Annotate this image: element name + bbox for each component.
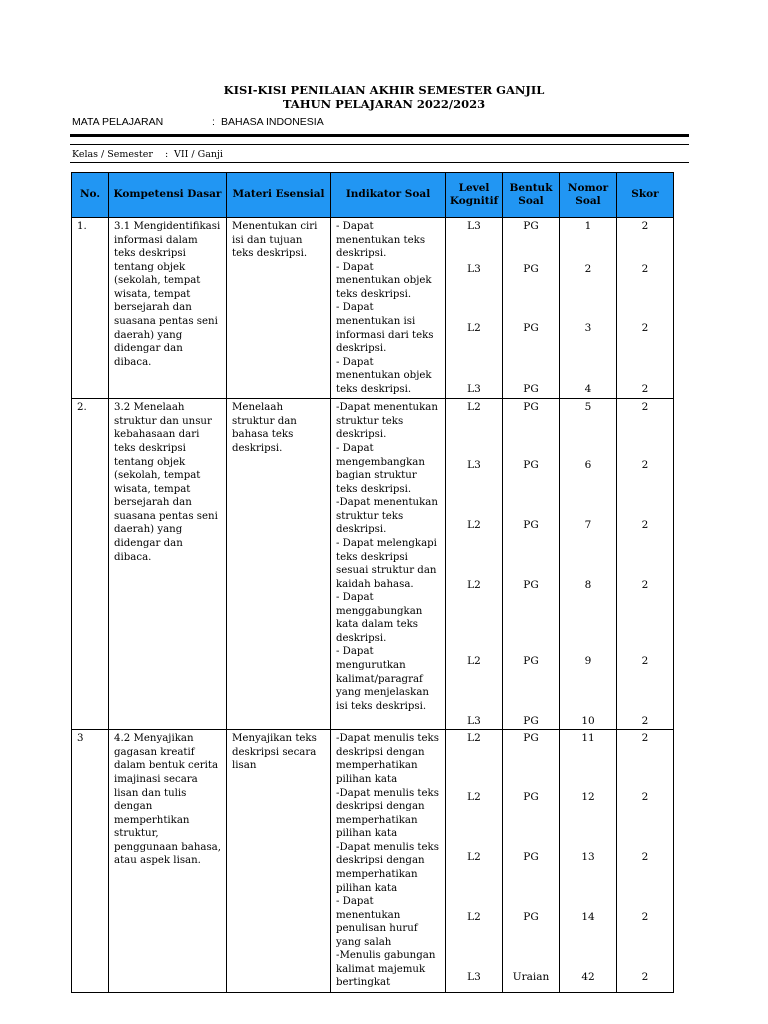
bentuk-value: PG [523, 263, 539, 275]
cell-nomor [560, 399, 617, 730]
column-header-level-kognitif: Level Kognitif [446, 173, 503, 218]
cell-indikator-soal [331, 399, 446, 730]
indikator-item: -Dapat menulis teks deskripsi dengan memperhatikan pilihan kata [336, 841, 439, 894]
level-value: L3 [467, 459, 481, 472]
skor-value: 2 [641, 263, 649, 275]
table-row [72, 730, 674, 993]
nomor-value: 12 [581, 791, 595, 804]
indikator-item: - Dapat menentukan isi informasi dari teks deskripsi. [336, 302, 434, 355]
level-value: L2 [467, 655, 481, 668]
bentuk-value: PG [523, 459, 539, 472]
level-value: L3 [467, 263, 481, 275]
nomor-value: 42 [581, 971, 595, 984]
cell-indikator-soal [331, 218, 446, 399]
level-value: L3 [467, 971, 481, 984]
skor-value: 2 [641, 971, 649, 984]
nomor-value: 6 [584, 459, 592, 472]
level-value: L2 [467, 579, 481, 592]
bentuk-value: Uraian [512, 971, 550, 984]
skor-value: 2 [641, 732, 649, 745]
cell-no: 1. [72, 218, 109, 399]
skor-value: 2 [641, 519, 649, 532]
skor-value: 2 [641, 655, 649, 668]
nomor-stack [560, 730, 616, 984]
class-label: Kelas / Semester [72, 149, 153, 160]
skor-value: 2 [641, 322, 649, 334]
level-value: L2 [467, 401, 481, 414]
table-header-row [72, 173, 674, 218]
cell-kompetensi-dasar: 3.1 Mengidentifikasi informasi dalam teks deskripsi tentang objek (sekolah, tempat wisata, tempat bersejarah dan suasana pentas seni daerah) yang didengar dan dibaca. [109, 218, 227, 399]
indikator-item: -Dapat menentukan struktur teks deskripsi. [336, 402, 438, 441]
skor-stack [617, 730, 673, 984]
cell-materi-esensial: Menentukan ciri isi dan tujuan teks deskripsi. [227, 218, 331, 399]
cell-materi-esensial: Menelaah struktur dan bahasa teks deskripsi. [227, 399, 331, 730]
bentuk-stack [503, 218, 559, 397]
nomor-stack [560, 218, 616, 397]
nomor-value: 4 [584, 383, 592, 395]
nomor-value: 1 [584, 220, 592, 232]
nomor-value: 7 [584, 519, 592, 532]
column-header-nomor-soal: Nomor Soal [560, 173, 617, 218]
cell-no: 3 [72, 730, 109, 993]
bentuk-stack [503, 730, 559, 984]
cell-skor [617, 399, 674, 730]
level-value: L2 [467, 322, 481, 334]
bentuk-value: PG [523, 911, 539, 924]
level-stack [446, 730, 502, 984]
indikator-item: - Dapat melengkapi teks deskripsi sesuai struktur dan kaidah bahasa. [336, 537, 437, 590]
nomor-value: 2 [584, 263, 592, 275]
level-stack [446, 218, 502, 397]
bentuk-value: PG [523, 791, 539, 804]
kisi-kisi-table [71, 172, 674, 993]
subject-separator: : [212, 116, 215, 128]
level-value: L3 [467, 220, 481, 232]
table-row [72, 399, 674, 730]
level-value: L2 [467, 519, 481, 532]
nomor-value: 10 [581, 715, 595, 728]
nomor-value: 11 [581, 732, 595, 745]
cell-skor [617, 730, 674, 993]
skor-value: 2 [641, 851, 649, 864]
bentuk-value: PG [523, 401, 539, 414]
level-value: L3 [467, 383, 481, 395]
nomor-stack [560, 399, 616, 729]
nomor-value: 9 [584, 655, 592, 668]
bentuk-value: PG [523, 715, 539, 728]
column-header-materi-esensial: Materi Esensial [227, 173, 331, 218]
skor-value: 2 [641, 715, 649, 728]
skor-value: 2 [641, 220, 649, 232]
cell-materi-esensial: Menyajikan teks deskripsi secara lisan [227, 730, 331, 993]
indikator-item: -Dapat menulis teks deskripsi dengan memperhatikan pilihan kata [336, 733, 439, 785]
table-row [72, 218, 674, 399]
subject-value: BAHASA INDONESIA [221, 116, 324, 128]
subject-label: MATA PELAJARAN [72, 116, 164, 128]
bentuk-value: PG [523, 655, 539, 668]
class-separator: : [165, 149, 169, 160]
indikator-item: - Dapat menggabungkan kata dalam teks deskripsi. [336, 592, 423, 644]
skor-stack [617, 218, 673, 397]
cell-kompetensi-dasar: 3.2 Menelaah struktur dan unsur kebahasaan dari teks deskripsi tentang objek (sekolah, tempat wisata, tempat bersejarah dan suasana pentas seni daerah) yang didengar dan dibaca. [109, 399, 227, 730]
bentuk-stack [503, 399, 559, 729]
bentuk-value: PG [523, 732, 539, 745]
indikator-item: -Dapat menentukan struktur teks deskripsi. [336, 497, 438, 536]
level-stack [446, 399, 502, 729]
level-value: L2 [467, 732, 481, 745]
nomor-value: 5 [584, 401, 592, 414]
cell-level [446, 399, 503, 730]
indikator-item: - Dapat menentukan penulisan huruf yang salah [336, 896, 418, 948]
bentuk-value: PG [523, 579, 539, 592]
divider-thin-2 [70, 162, 689, 163]
bentuk-value: PG [523, 322, 539, 334]
divider-thick [70, 134, 689, 137]
nomor-value: 14 [581, 911, 595, 924]
cell-bentuk [503, 399, 560, 730]
title-line-1: KISI-KISI PENILAIAN AKHIR SEMESTER GANJIL [223, 83, 545, 97]
bentuk-value: PG [523, 383, 539, 395]
indikator-item: -Dapat menulis teks deskripsi dengan memperhatikan pilihan kata [336, 787, 439, 840]
level-value: L2 [467, 851, 481, 864]
cell-level [446, 218, 503, 399]
nomor-value: 8 [584, 579, 592, 592]
cell-indikator-soal [331, 730, 446, 993]
cell-kompetensi-dasar: 4.2 Menyajikan gagasan kreatif dalam bentuk cerita imajinasi secara lisan dan tulis dengan memperhtikan struktur, penggunaan bahasa, atau aspek lisan. [109, 730, 227, 993]
skor-stack [617, 399, 673, 729]
bentuk-value: PG [523, 519, 539, 532]
indikator-item: - Dapat menentukan objek teks deskripsi. [336, 261, 432, 300]
nomor-value: 3 [584, 322, 592, 334]
cell-nomor [560, 730, 617, 993]
column-header-kompetensi-dasar: Kompetensi Dasar [109, 173, 227, 218]
cell-no: 2. [72, 399, 109, 730]
bentuk-value: PG [523, 851, 539, 864]
bentuk-value: PG [523, 220, 539, 232]
indikator-item: - Dapat mengembangkan bagian struktur teks deskripsi. [336, 443, 425, 495]
title-line-2: TAHUN PELAJARAN 2022/2023 [282, 97, 486, 111]
cell-nomor [560, 218, 617, 399]
cell-bentuk [503, 218, 560, 399]
indikator-item: - Dapat menentukan objek teks deskripsi. [336, 356, 432, 395]
skor-value: 2 [641, 383, 649, 395]
column-header-bentuk-soal: Bentuk Soal [503, 173, 560, 218]
column-header-indikator-soal: Indikator Soal [331, 173, 446, 218]
column-header-no: No. [72, 173, 109, 218]
level-value: L3 [467, 715, 481, 728]
skor-value: 2 [641, 401, 649, 414]
class-value: VII / Ganji [174, 149, 223, 160]
cell-skor [617, 218, 674, 399]
skor-value: 2 [641, 791, 649, 804]
skor-value: 2 [641, 579, 649, 592]
column-header-skor: Skor [617, 173, 674, 218]
nomor-value: 13 [581, 851, 595, 864]
indikator-item: - Dapat menentukan teks deskripsi. [336, 221, 426, 260]
indikator-item: -Menulis gabungan kalimat majemuk bertingkat [336, 950, 436, 989]
divider-thin [70, 144, 689, 145]
cell-bentuk [503, 730, 560, 993]
skor-value: 2 [641, 459, 649, 472]
level-value: L2 [467, 791, 481, 804]
indikator-item: - Dapat mengurutkan kalimat/paragraf yang menjelaskan isi teks deskripsi. [336, 646, 429, 712]
skor-value: 2 [641, 911, 649, 924]
cell-level [446, 730, 503, 993]
level-value: L2 [467, 911, 481, 924]
